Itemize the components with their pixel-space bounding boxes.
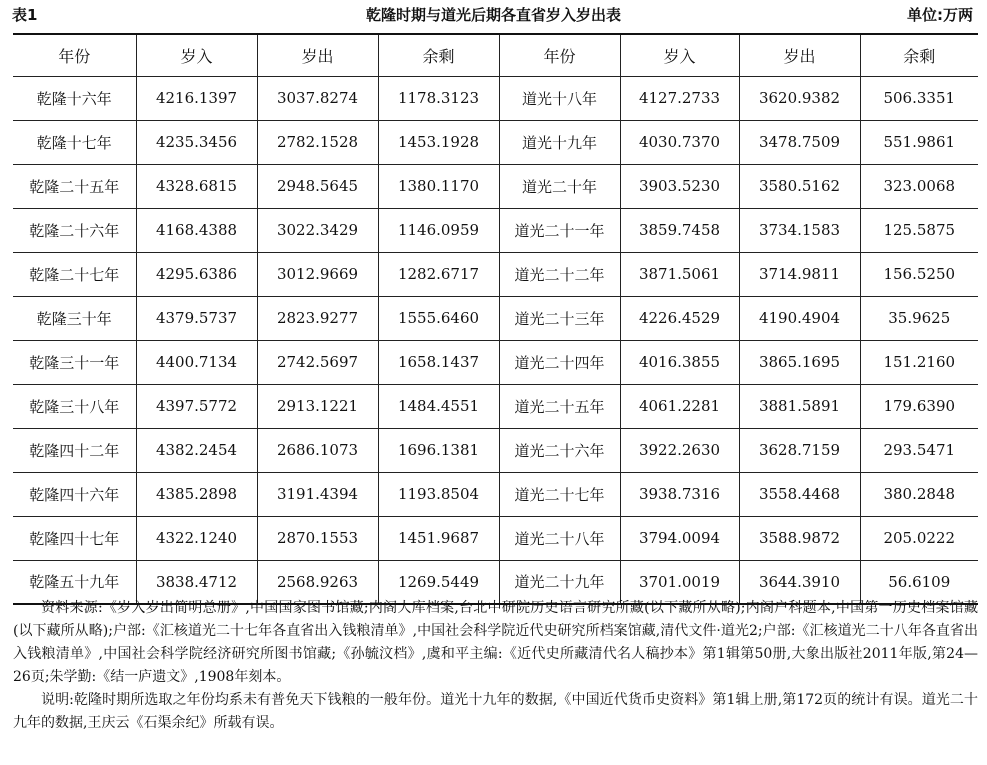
cell-surplus-qianlong: 1451.9687 [378, 516, 499, 560]
header-year-qianlong: 年份 [13, 34, 136, 76]
cell-expenditure-qianlong: 2948.5645 [257, 164, 378, 208]
header-year-daoguang: 年份 [499, 34, 620, 76]
cell-expenditure-daoguang: 3628.7159 [739, 428, 860, 472]
table-notes [13, 597, 978, 735]
table-row [13, 120, 978, 164]
cell-revenue-daoguang: 3794.0094 [620, 516, 739, 560]
cell-revenue-qianlong: 4322.1240 [136, 516, 257, 560]
cell-expenditure-daoguang: 3714.9811 [739, 252, 860, 296]
cell-surplus-qianlong: 1193.8504 [378, 472, 499, 516]
cell-expenditure-daoguang: 3580.5162 [739, 164, 860, 208]
cell-expenditure-qianlong: 2568.9263 [257, 560, 378, 604]
cell-year-qianlong: 乾隆二十五年 [13, 164, 136, 208]
cell-year-qianlong: 乾隆二十六年 [13, 208, 136, 252]
cell-surplus-daoguang: 35.9625 [860, 296, 978, 340]
cell-year-qianlong: 乾隆四十七年 [13, 516, 136, 560]
table-label: 表1 [12, 6, 38, 24]
table-unit: 单位:万两 [907, 6, 973, 24]
revenue-expenditure-table [13, 33, 978, 605]
cell-surplus-qianlong: 1269.5449 [378, 560, 499, 604]
cell-expenditure-daoguang: 3588.9872 [739, 516, 860, 560]
cell-year-qianlong: 乾隆十七年 [13, 120, 136, 164]
table-row [13, 76, 978, 120]
table-row [13, 208, 978, 252]
table-body [13, 76, 978, 604]
cell-expenditure-qianlong: 2782.1528 [257, 120, 378, 164]
cell-revenue-qianlong: 3838.4712 [136, 560, 257, 604]
table-title: 乾隆时期与道光后期各直省岁入岁出表 [365, 6, 621, 24]
cell-revenue-qianlong: 4397.5772 [136, 384, 257, 428]
cell-year-qianlong: 乾隆二十七年 [13, 252, 136, 296]
cell-revenue-daoguang: 3871.5061 [620, 252, 739, 296]
cell-surplus-daoguang: 125.5875 [860, 208, 978, 252]
cell-surplus-daoguang: 551.9861 [860, 120, 978, 164]
cell-expenditure-daoguang: 3558.4468 [739, 472, 860, 516]
cell-surplus-qianlong: 1484.4551 [378, 384, 499, 428]
header-surplus-qianlong: 余剩 [378, 34, 499, 76]
table-row [13, 428, 978, 472]
cell-revenue-daoguang: 4226.4529 [620, 296, 739, 340]
cell-year-daoguang: 道光二十一年 [499, 208, 620, 252]
header-expenditure-daoguang: 岁出 [739, 34, 860, 76]
cell-expenditure-qianlong: 3191.4394 [257, 472, 378, 516]
cell-revenue-qianlong: 4216.1397 [136, 76, 257, 120]
cell-year-qianlong: 乾隆三十年 [13, 296, 136, 340]
table-header-row [13, 34, 978, 76]
cell-surplus-qianlong: 1282.6717 [378, 252, 499, 296]
explanation-note: 说明:乾隆时期所选取之年份均系未有普免天下钱粮的一般年份。道光十九年的数据,《中国近代货币史资料》第1辑上册,第172页的统计有误。道光二十九年的数据,王庆云《石渠余纪》所载有误。 [13, 692, 978, 731]
cell-expenditure-qianlong: 2823.9277 [257, 296, 378, 340]
cell-surplus-daoguang: 293.5471 [860, 428, 978, 472]
header-revenue-daoguang: 岁入 [620, 34, 739, 76]
cell-revenue-qianlong: 4235.3456 [136, 120, 257, 164]
cell-surplus-qianlong: 1146.0959 [378, 208, 499, 252]
header-expenditure-qianlong: 岁出 [257, 34, 378, 76]
cell-year-qianlong: 乾隆四十六年 [13, 472, 136, 516]
table-row [13, 252, 978, 296]
cell-revenue-daoguang: 3903.5230 [620, 164, 739, 208]
cell-year-daoguang: 道光二十六年 [499, 428, 620, 472]
cell-expenditure-daoguang: 3620.9382 [739, 76, 860, 120]
source-note: 资料来源:《岁入岁出简明总册》,中国国家图书馆藏;内阁大库档案,台北中研院历史语言研究所藏(以下藏所从略);内阁户科题本,中国第一历史档案馆藏(以下藏所从略);户部:《汇核道光二十七年各直省出入钱粮清单》,中国社会科学院近代史研究所档案馆藏,清代文件·道光2;户部:《汇核道光二十八年各直省出入钱粮清单》,中国社会科学院经济研究所图书馆藏;《孙毓汶档》,虞和平主编:《近代史所藏清代名人稿抄本》第1辑第50册,大象出版社2011年版,第24—26页;朱学勤:《结一庐遗文》,1908年刻本。 [13, 600, 978, 685]
cell-revenue-qianlong: 4295.6386 [136, 252, 257, 296]
cell-year-daoguang: 道光二十二年 [499, 252, 620, 296]
cell-expenditure-daoguang: 3644.3910 [739, 560, 860, 604]
cell-year-daoguang: 道光二十七年 [499, 472, 620, 516]
cell-year-daoguang: 道光十八年 [499, 76, 620, 120]
cell-revenue-daoguang: 3859.7458 [620, 208, 739, 252]
cell-year-daoguang: 道光二十八年 [499, 516, 620, 560]
cell-surplus-daoguang: 323.0068 [860, 164, 978, 208]
table-row [13, 516, 978, 560]
cell-revenue-qianlong: 4379.5737 [136, 296, 257, 340]
cell-expenditure-qianlong: 2686.1073 [257, 428, 378, 472]
cell-surplus-daoguang: 506.3351 [860, 76, 978, 120]
cell-year-qianlong: 乾隆十六年 [13, 76, 136, 120]
header-surplus-daoguang: 余剩 [860, 34, 978, 76]
table-caption [0, 0, 987, 30]
cell-revenue-qianlong: 4328.6815 [136, 164, 257, 208]
cell-surplus-daoguang: 179.6390 [860, 384, 978, 428]
cell-year-qianlong: 乾隆四十二年 [13, 428, 136, 472]
cell-year-qianlong: 乾隆三十八年 [13, 384, 136, 428]
cell-revenue-daoguang: 3701.0019 [620, 560, 739, 604]
cell-year-daoguang: 道光二十三年 [499, 296, 620, 340]
cell-revenue-qianlong: 4168.4388 [136, 208, 257, 252]
cell-surplus-qianlong: 1696.1381 [378, 428, 499, 472]
cell-expenditure-qianlong: 3012.9669 [257, 252, 378, 296]
cell-revenue-daoguang: 4016.3855 [620, 340, 739, 384]
cell-year-daoguang: 道光二十五年 [499, 384, 620, 428]
cell-expenditure-qianlong: 3037.8274 [257, 76, 378, 120]
cell-surplus-qianlong: 1178.3123 [378, 76, 499, 120]
cell-revenue-daoguang: 4061.2281 [620, 384, 739, 428]
cell-revenue-daoguang: 4127.2733 [620, 76, 739, 120]
cell-revenue-daoguang: 3938.7316 [620, 472, 739, 516]
cell-expenditure-qianlong: 2742.5697 [257, 340, 378, 384]
cell-surplus-daoguang: 205.0222 [860, 516, 978, 560]
cell-surplus-daoguang: 56.6109 [860, 560, 978, 604]
cell-expenditure-daoguang: 3865.1695 [739, 340, 860, 384]
cell-surplus-qianlong: 1380.1170 [378, 164, 499, 208]
cell-year-qianlong: 乾隆三十一年 [13, 340, 136, 384]
cell-surplus-qianlong: 1658.1437 [378, 340, 499, 384]
cell-revenue-qianlong: 4385.2898 [136, 472, 257, 516]
table-row [13, 340, 978, 384]
cell-year-daoguang: 道光二十九年 [499, 560, 620, 604]
cell-expenditure-daoguang: 3881.5891 [739, 384, 860, 428]
cell-surplus-qianlong: 1453.1928 [378, 120, 499, 164]
cell-surplus-daoguang: 380.2848 [860, 472, 978, 516]
cell-surplus-daoguang: 156.5250 [860, 252, 978, 296]
header-revenue-qianlong: 岁入 [136, 34, 257, 76]
cell-expenditure-qianlong: 2870.1553 [257, 516, 378, 560]
table-row [13, 164, 978, 208]
cell-expenditure-daoguang: 3478.7509 [739, 120, 860, 164]
table-row [13, 384, 978, 428]
cell-year-daoguang: 道光二十四年 [499, 340, 620, 384]
cell-revenue-qianlong: 4382.2454 [136, 428, 257, 472]
cell-year-daoguang: 道光十九年 [499, 120, 620, 164]
cell-expenditure-qianlong: 2913.1221 [257, 384, 378, 428]
table-row [13, 296, 978, 340]
table-row [13, 472, 978, 516]
cell-year-qianlong: 乾隆五十九年 [13, 560, 136, 604]
cell-expenditure-daoguang: 4190.4904 [739, 296, 860, 340]
cell-expenditure-qianlong: 3022.3429 [257, 208, 378, 252]
cell-revenue-daoguang: 4030.7370 [620, 120, 739, 164]
cell-year-daoguang: 道光二十年 [499, 164, 620, 208]
cell-surplus-qianlong: 1555.6460 [378, 296, 499, 340]
cell-revenue-daoguang: 3922.2630 [620, 428, 739, 472]
cell-surplus-daoguang: 151.2160 [860, 340, 978, 384]
cell-expenditure-daoguang: 3734.1583 [739, 208, 860, 252]
cell-revenue-qianlong: 4400.7134 [136, 340, 257, 384]
